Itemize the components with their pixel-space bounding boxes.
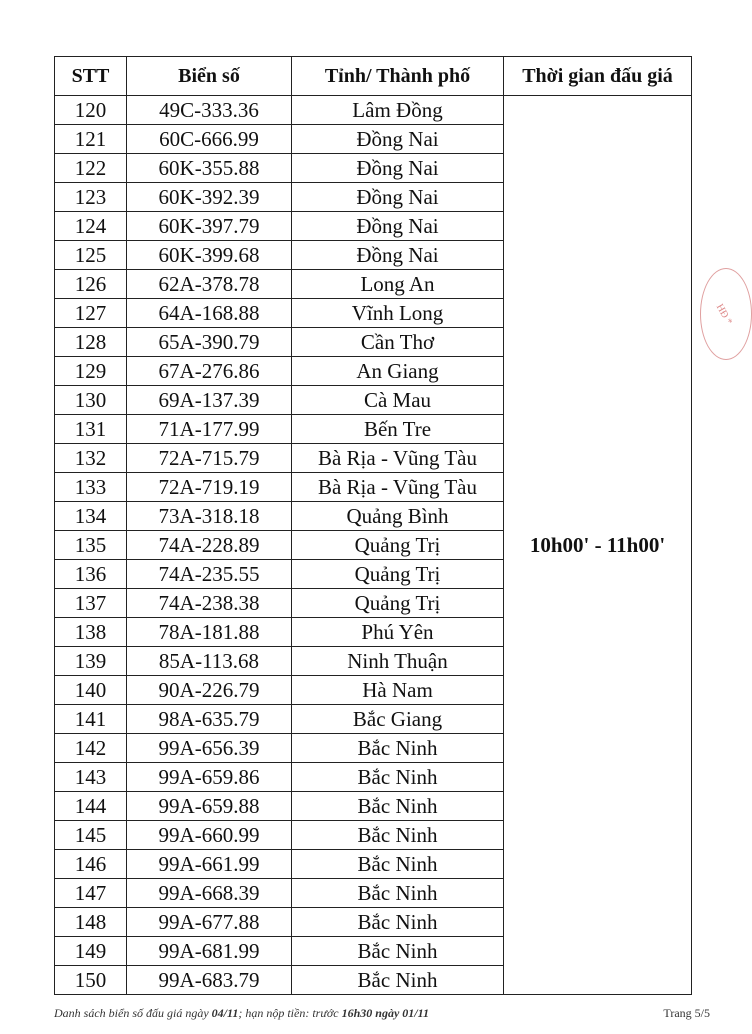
cell-stt: 149	[55, 937, 127, 966]
page-footer	[54, 1006, 710, 1026]
cell-province: Bắc Ninh	[292, 763, 504, 792]
cell-stt: 130	[55, 386, 127, 415]
cell-province: Đồng Nai	[292, 125, 504, 154]
cell-stt: 129	[55, 357, 127, 386]
cell-plate: 60K-355.88	[127, 154, 292, 183]
cell-stt: 136	[55, 560, 127, 589]
cell-stt: 135	[55, 531, 127, 560]
cell-province: Cà Mau	[292, 386, 504, 415]
page-number: Trang 5/5	[663, 1006, 710, 1020]
cell-plate: 99A-683.79	[127, 966, 292, 995]
footer-note	[54, 1006, 429, 1021]
cell-province: Phú Yên	[292, 618, 504, 647]
cell-stt: 126	[55, 270, 127, 299]
cell-stt: 142	[55, 734, 127, 763]
cell-province: Quảng Bình	[292, 502, 504, 531]
cell-plate: 65A-390.79	[127, 328, 292, 357]
cell-province: Bắc Ninh	[292, 966, 504, 995]
cell-stt: 124	[55, 212, 127, 241]
cell-province: Bắc Ninh	[292, 821, 504, 850]
cell-stt: 128	[55, 328, 127, 357]
footer-text-1: Danh sách biển số đấu giá ngày	[54, 1006, 212, 1020]
cell-plate: 99A-668.39	[127, 879, 292, 908]
cell-plate: 99A-660.99	[127, 821, 292, 850]
cell-plate: 72A-715.79	[127, 444, 292, 473]
cell-province: Đồng Nai	[292, 241, 504, 270]
table-header-row	[55, 57, 692, 96]
cell-stt: 145	[55, 821, 127, 850]
footer-text-2: ; hạn nộp tiền: trước	[238, 1006, 342, 1020]
cell-plate: 62A-378.78	[127, 270, 292, 299]
cell-stt: 146	[55, 850, 127, 879]
cell-plate: 99A-659.88	[127, 792, 292, 821]
cell-plate: 74A-238.38	[127, 589, 292, 618]
cell-stt: 144	[55, 792, 127, 821]
cell-stt: 148	[55, 908, 127, 937]
cell-province: Quảng Trị	[292, 589, 504, 618]
cell-stt: 127	[55, 299, 127, 328]
cell-province: Bắc Ninh	[292, 937, 504, 966]
cell-plate: 99A-661.99	[127, 850, 292, 879]
cell-province: Bắc Ninh	[292, 850, 504, 879]
cell-plate: 74A-228.89	[127, 531, 292, 560]
cell-auction-time: 10h00' - 11h00'	[504, 96, 692, 995]
cell-province: Bến Tre	[292, 415, 504, 444]
cell-province: Bà Rịa - Vũng Tàu	[292, 473, 504, 502]
cell-plate: 73A-318.18	[127, 502, 292, 531]
cell-province: Quảng Trị	[292, 560, 504, 589]
cell-stt: 137	[55, 589, 127, 618]
cell-stt: 123	[55, 183, 127, 212]
cell-province: Bắc Ninh	[292, 908, 504, 937]
cell-stt: 138	[55, 618, 127, 647]
table-body	[55, 96, 692, 995]
cell-province: Cần Thơ	[292, 328, 504, 357]
cell-stt: 125	[55, 241, 127, 270]
cell-stt: 147	[55, 879, 127, 908]
cell-plate: 99A-656.39	[127, 734, 292, 763]
cell-plate: 71A-177.99	[127, 415, 292, 444]
cell-province: Đồng Nai	[292, 154, 504, 183]
cell-province: Lâm Đồng	[292, 96, 504, 125]
cell-province: Quảng Trị	[292, 531, 504, 560]
table-row	[55, 96, 692, 125]
cell-stt: 139	[55, 647, 127, 676]
cell-stt: 141	[55, 705, 127, 734]
header-stt: STT	[55, 57, 127, 96]
cell-stt: 140	[55, 676, 127, 705]
cell-stt: 132	[55, 444, 127, 473]
cell-plate: 99A-677.88	[127, 908, 292, 937]
cell-plate: 98A-635.79	[127, 705, 292, 734]
cell-stt: 120	[55, 96, 127, 125]
header-auction-time: Thời gian đấu giá	[504, 57, 692, 96]
footer-deadline: 16h30 ngày 01/11	[341, 1006, 429, 1020]
red-stamp-seal	[700, 268, 752, 360]
cell-stt: 122	[55, 154, 127, 183]
cell-province: Vĩnh Long	[292, 299, 504, 328]
cell-province: Ninh Thuận	[292, 647, 504, 676]
cell-province: Long An	[292, 270, 504, 299]
cell-stt: 133	[55, 473, 127, 502]
cell-plate: 60C-666.99	[127, 125, 292, 154]
cell-province: Đồng Nai	[292, 183, 504, 212]
cell-plate: 49C-333.36	[127, 96, 292, 125]
cell-province: Đồng Nai	[292, 212, 504, 241]
cell-plate: 72A-719.19	[127, 473, 292, 502]
cell-stt: 143	[55, 763, 127, 792]
plate-auction-table	[54, 56, 692, 995]
cell-plate: 85A-113.68	[127, 647, 292, 676]
cell-stt: 150	[55, 966, 127, 995]
cell-plate: 67A-276.86	[127, 357, 292, 386]
cell-stt: 131	[55, 415, 127, 444]
header-plate: Biển số	[127, 57, 292, 96]
cell-province: Hà Nam	[292, 676, 504, 705]
cell-plate: 78A-181.88	[127, 618, 292, 647]
cell-plate: 90A-226.79	[127, 676, 292, 705]
stamp-text: HĐ *	[713, 302, 735, 327]
cell-plate: 60K-392.39	[127, 183, 292, 212]
cell-plate: 60K-397.79	[127, 212, 292, 241]
cell-province: Bà Rịa - Vũng Tàu	[292, 444, 504, 473]
cell-province: Bắc Ninh	[292, 879, 504, 908]
cell-province: Bắc Ninh	[292, 792, 504, 821]
cell-plate: 99A-659.86	[127, 763, 292, 792]
cell-stt: 121	[55, 125, 127, 154]
cell-stt: 134	[55, 502, 127, 531]
cell-province: Bắc Giang	[292, 705, 504, 734]
cell-plate: 64A-168.88	[127, 299, 292, 328]
cell-province: Bắc Ninh	[292, 734, 504, 763]
cell-plate: 69A-137.39	[127, 386, 292, 415]
cell-plate: 60K-399.68	[127, 241, 292, 270]
cell-plate: 74A-235.55	[127, 560, 292, 589]
cell-plate: 99A-681.99	[127, 937, 292, 966]
header-province: Tỉnh/ Thành phố	[292, 57, 504, 96]
footer-date: 04/11	[211, 1006, 239, 1020]
cell-province: An Giang	[292, 357, 504, 386]
